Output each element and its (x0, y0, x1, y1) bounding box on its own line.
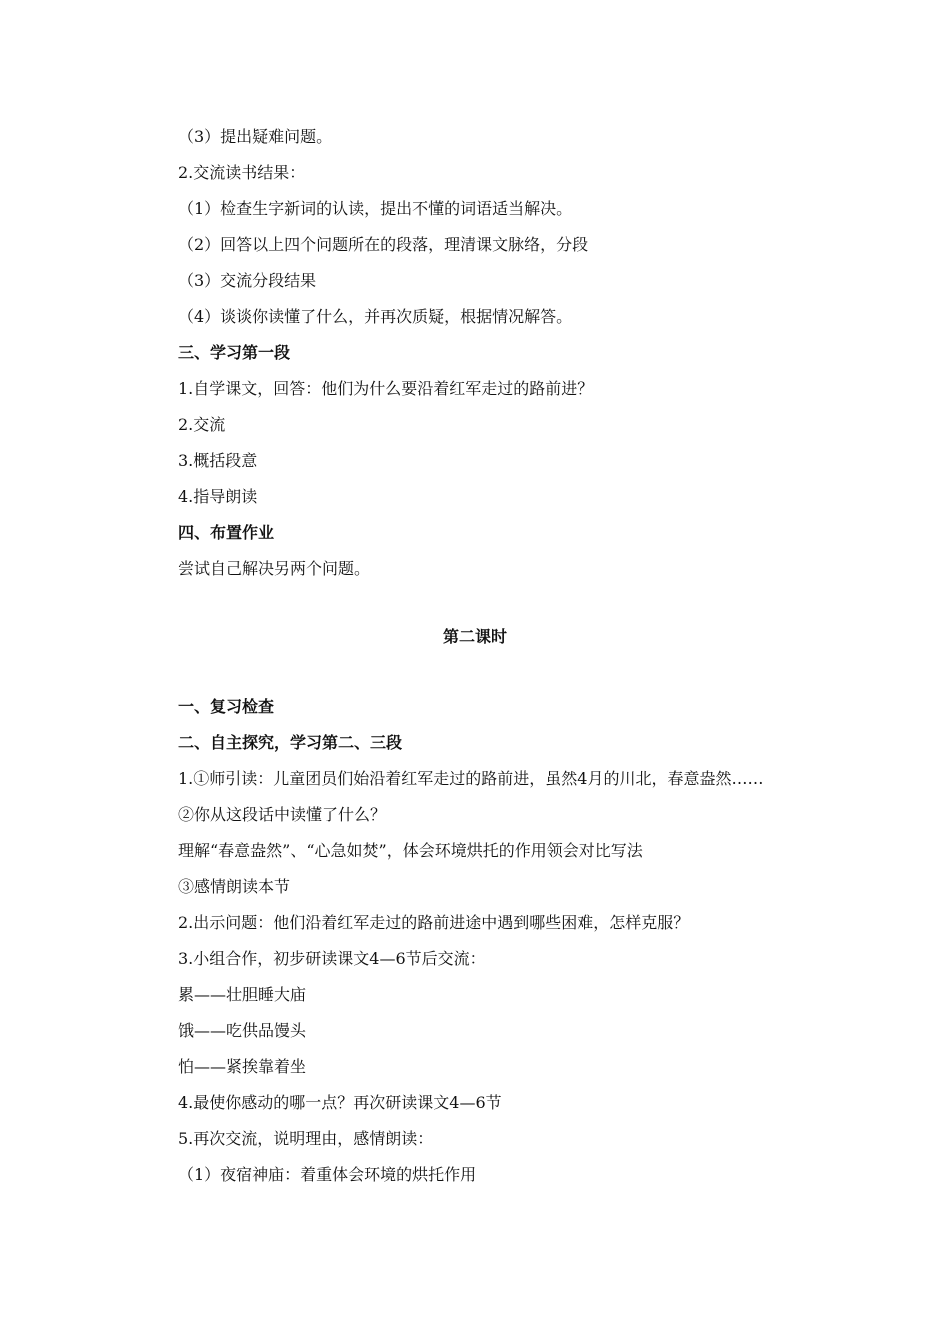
text-line: 2.交流 (178, 415, 226, 434)
text-line: ③感情朗读本节 (178, 877, 291, 896)
text-line: 4.最使你感动的哪一点？再次研读课文4—6节 (178, 1093, 502, 1112)
text-line: 尝试自己解决另两个问题。 (178, 559, 371, 578)
text-line: 2.交流读书结果： (178, 163, 306, 182)
text-line: （3）提出疑难问题。 (178, 127, 333, 146)
lesson-title: 第二课时 (442, 627, 507, 646)
text-line: 1.自学课文，回答：他们为什么要沿着红军走过的路前进？ (178, 379, 594, 398)
text-line: 2.出示问题：他们沿着红军走过的路前进途中遇到哪些困难，怎样克服？ (178, 913, 690, 932)
text-line: 累——壮胆睡大庙 (178, 985, 307, 1004)
text-line: （3）交流分段结果 (178, 271, 317, 290)
section-heading: 四、布置作业 (178, 523, 275, 542)
text-line: 3.概括段意 (178, 451, 258, 470)
text-line: （1）夜宿神庙：着重体会环境的烘托作用 (178, 1165, 477, 1184)
text-line: （4）谈谈你读懂了什么，并再次质疑，根据情况解答。 (178, 307, 573, 326)
text-line: 理解“春意盎然”、“心急如焚”，体会环境烘托的作用领会对比写法 (178, 841, 643, 860)
text-line: 5.再次交流，说明理由，感情朗读： (178, 1129, 434, 1148)
section-heading: 二、自主探究，学习第二、三段 (178, 733, 403, 752)
text-line: （1）检查生字新词的认读，提出不懂的词语适当解决。 (178, 199, 573, 218)
text-line: ②你从这段话中读懂了什么？ (178, 805, 387, 824)
text-line: 3.小组合作，初步研读课文4—6节后交流： (178, 949, 486, 968)
text-line: 1.①师引读：儿童团员们始沿着红军走过的路前进，虽然4月的川北，春意盎然…… (178, 769, 764, 788)
text-line: 4.指导朗读 (178, 487, 258, 506)
text-line: 怕——紧挨靠着坐 (178, 1057, 307, 1076)
text-line: 饿——吃供品馒头 (178, 1021, 307, 1040)
section-heading: 一、复习检查 (178, 697, 275, 716)
text-line: （2）回答以上四个问题所在的段落，理清课文脉络，分段 (178, 235, 589, 254)
section-heading: 三、学习第一段 (178, 343, 291, 362)
